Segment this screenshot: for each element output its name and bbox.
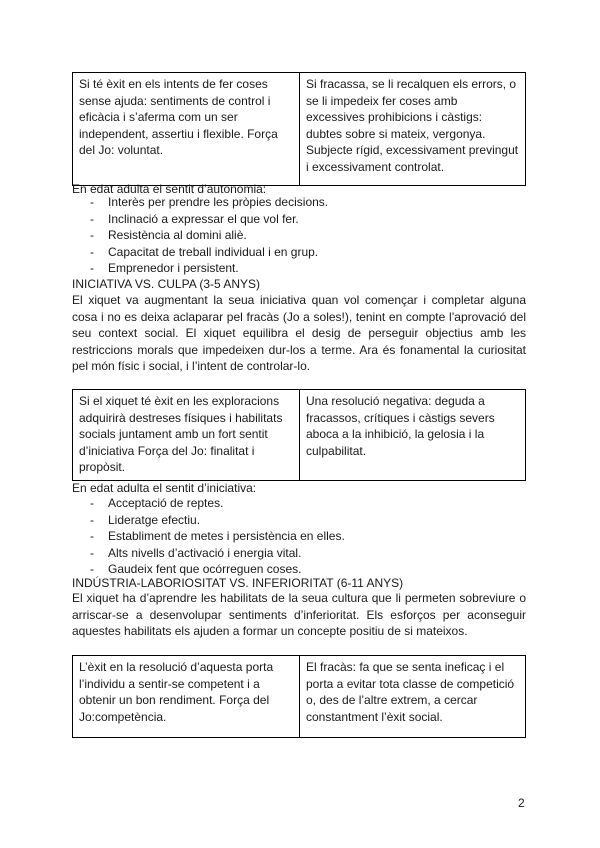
section-heading-initiative: INICIATIVA VS. CULPA (3-5 ANYS): [72, 277, 261, 291]
bullet-dash: -: [90, 261, 94, 275]
list-item: - Capacitat de treball individual i en grup.: [90, 244, 319, 259]
bullet-dash: -: [90, 512, 94, 527]
list-item: - Alts nivells d’activació i energia vital.: [90, 545, 302, 560]
list-item: - Lideratge efectiu.: [90, 512, 201, 527]
bullet-dash: -: [90, 195, 94, 209]
autonomy-success-cell: Si té èxit en els intents de fer coses sense ajuda: sentiments de control i eficàcia i s’aferma com un ser independent, assertiu i flexible. Força del Jo: voluntat.: [73, 73, 300, 186]
initiative-outcomes-table: [72, 389, 526, 481]
page-number: 2: [518, 796, 525, 810]
list-item: - Acceptació de reptes.: [90, 496, 224, 510]
list-item: - Interès per prendre les pròpies decisions.: [90, 195, 329, 209]
initiative-success-cell: Si el xiquet té èxit en les exploracions adquirirà destreses físiques i habilitats socials juntament amb un fort sentit d’iniciativa Força del Jo: finalitat i propòsit.: [73, 390, 300, 481]
autonomy-adult-intro: En edat adulta el sentit d’autonomia:: [72, 182, 267, 196]
initiative-failure-cell: Una resolució negativa: deguda a fracassos, crítiques i càstigs severs aboca a la inhibició, la gelosia i la culpabilitat.: [300, 390, 526, 481]
list-item: - Emprenedor i persistent.: [90, 261, 239, 275]
bullet-dash: -: [90, 244, 94, 259]
initiative-adult-list: [72, 495, 512, 578]
industry-outcomes-table: [72, 655, 526, 738]
bullet-dash: -: [90, 211, 94, 226]
initiative-paragraph: El xiquet va augmentant la seua iniciativa quan vol començar i completar alguna cosa i no es deixa aclaparar pel fracàs (Jo a soles!), tenint en compte l’aprovació del seu context social. El xiquet equilibra el desig de perseguir objectius amb les restriccions morals que impedeixen dur-los a terme. Ara és fonamental la curiositat pel món físic i social, i l’intent de controlar-lo.: [72, 293, 526, 373]
list-item: - Establiment de metes i persistència en elles.: [90, 529, 345, 543]
list-item: - Inclinació a expressar el que vol fer.: [90, 211, 299, 226]
industry-success-cell: L’èxit en la resolució d’aquesta porta l’individu a sentir-se competent i a obtenir un bon rendiment. Força del Jo:competència.: [73, 656, 300, 738]
list-item: - Resistència al domini aliè.: [90, 228, 247, 242]
autonomy-adult-list: [72, 194, 512, 277]
bullet-dash: -: [90, 562, 94, 576]
bullet-dash: -: [90, 228, 94, 242]
industry-paragraph: El xiquet ha d’aprendre les habilitats de la seua cultura que li permeten sobreviure o arriscar-se a desenvolupar sentiments d’inferioritat. Els esforços per aconseguir aquestes habilitats els ajuden a formar un concepte positiu de si mateixos.: [72, 591, 526, 638]
autonomy-failure-cell: Si fracassa, se li recalquen els errors, o se li impedeix fer coses amb excessives prohibicions i càstigs: dubtes sobre si mateix, vergonya. Subjecte rígid, excessivament previngut i excessivament controlat.: [300, 73, 526, 186]
initiative-adult-intro: En edat adulta el sentit d’iniciativa:: [72, 481, 257, 495]
section-heading-industry: INDÚSTRIA-LABORIOSITAT VS. INFERIORITAT (6-11 ANYS): [72, 576, 404, 590]
bullet-dash: -: [90, 496, 94, 510]
bullet-dash: -: [90, 529, 94, 543]
autonomy-outcomes-table: [72, 72, 526, 186]
industry-failure-cell: El fracàs: fa que se senta ineficaç i el porta a evitar tota classe de competició o, des de l’altre extrem, a cercar constantment l’èxit social.: [300, 656, 526, 738]
bullet-dash: -: [90, 545, 94, 560]
list-item: - Gaudeix fent que ocórreguen coses.: [90, 562, 302, 576]
